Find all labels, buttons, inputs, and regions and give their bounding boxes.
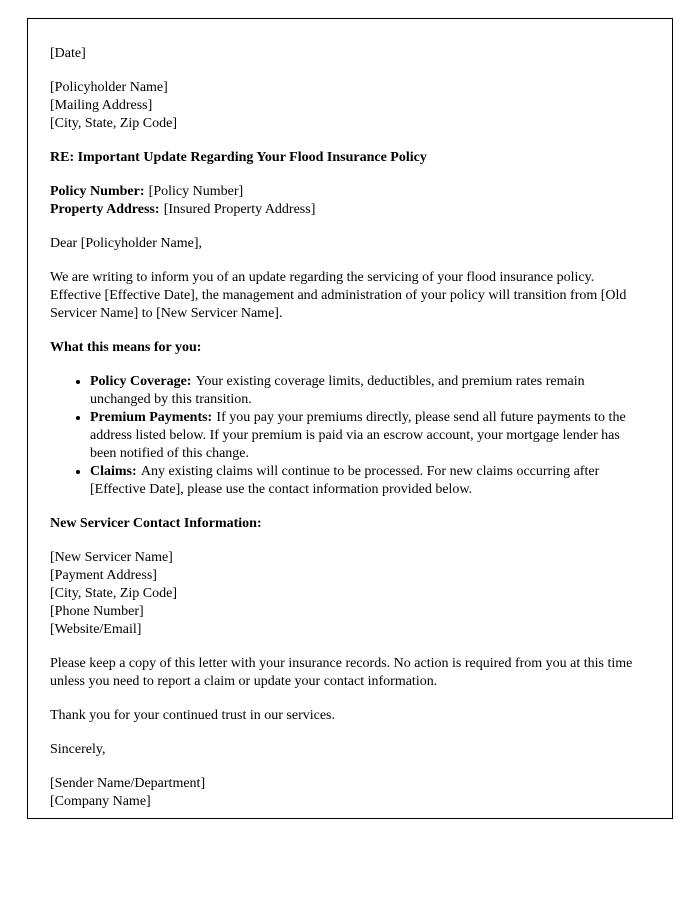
letter-page — [27, 18, 673, 819]
policy-info-block — [50, 183, 642, 219]
update-bullet-list — [50, 373, 642, 499]
new-servicer-contact-block — [50, 549, 642, 639]
policy-number-label: Policy Number: — [50, 184, 145, 199]
date-line: [Date] — [50, 46, 86, 61]
bullet-policy-coverage — [90, 373, 642, 409]
servicer-phone: [Phone Number] — [50, 604, 144, 619]
servicer-name: [New Servicer Name] — [50, 550, 173, 565]
recipient-mailing-address: [Mailing Address] — [50, 98, 153, 113]
signoff: Sincerely, — [50, 742, 106, 757]
policy-number-value: [Policy Number] — [148, 184, 244, 199]
bullet-premium-payments-label: Premium Payments: — [90, 410, 213, 425]
servicer-payment-address: [Payment Address] — [50, 568, 157, 583]
policy-number-line — [50, 183, 642, 201]
records-paragraph: Please keep a copy of this letter with your insurance records. No action is required from you at this time unless you need to report a claim or update your contact information. — [50, 656, 633, 689]
sender-block — [50, 775, 642, 811]
recipient-address-block — [50, 79, 642, 133]
intro-paragraph: We are writing to inform you of an update regarding the servicing of your flood insurance policy. Effective [Effective Date], the management and administration of your policy will transition from [Old Servicer Name] to [New Servicer Name]. — [50, 270, 627, 321]
thanks-paragraph: Thank you for your continued trust in our services. — [50, 708, 335, 723]
salutation: Dear [Policyholder Name], — [50, 236, 202, 251]
sender-company-name: [Company Name] — [50, 794, 151, 809]
subject-line: RE: Important Update Regarding Your Flood Insurance Policy — [50, 150, 427, 165]
bullet-premium-payments-text: If you pay your premiums directly, please send all future payments to the address listed below. If your premium is paid via an escrow account, your mortgage lender has been notified of this change. — [90, 410, 626, 461]
bullet-premium-payments — [90, 409, 642, 463]
bullet-policy-coverage-label: Policy Coverage: — [90, 374, 192, 389]
bullet-claims-label: Claims: — [90, 464, 137, 479]
contact-heading: New Servicer Contact Information: — [50, 516, 262, 531]
bullet-claims-text: Any existing claims will continue to be processed. For new claims occurring after [Effective Date], please use the contact information provided below. — [90, 464, 600, 497]
property-address-value: [Insured Property Address] — [163, 202, 316, 217]
means-heading: What this means for you: — [50, 340, 202, 355]
property-address-label: Property Address: — [50, 202, 160, 217]
recipient-name: [Policyholder Name] — [50, 80, 168, 95]
sender-name-department: [Sender Name/Department] — [50, 776, 206, 791]
bullet-policy-coverage-text: Your existing coverage limits, deductibles, and premium rates remain unchanged by this transition. — [90, 374, 585, 407]
servicer-website-email: [Website/Email] — [50, 622, 142, 637]
bullet-claims — [90, 463, 642, 499]
servicer-city-state-zip: [City, State, Zip Code] — [50, 586, 178, 601]
recipient-city-state-zip: [City, State, Zip Code] — [50, 116, 178, 131]
property-address-line — [50, 201, 642, 219]
